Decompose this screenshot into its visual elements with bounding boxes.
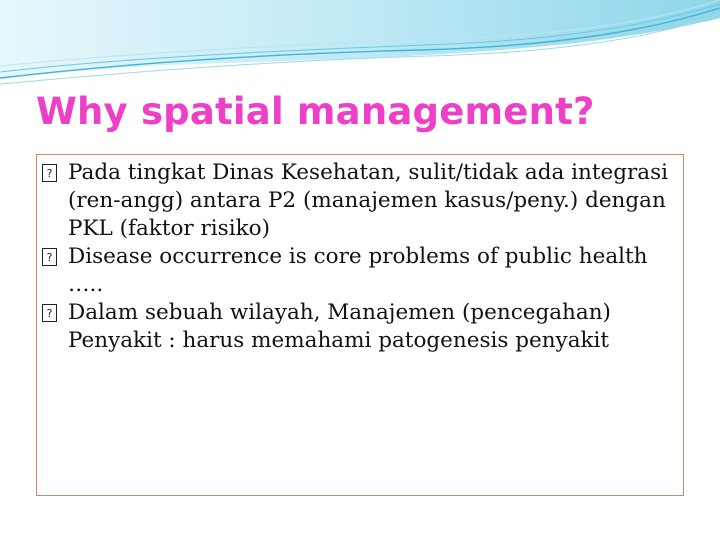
- missing-glyph-box-icon: ?: [42, 304, 57, 322]
- slide-title: Why spatial management?: [36, 90, 595, 133]
- bullet-item: [41, 159, 675, 243]
- decorative-wave-header: [0, 0, 720, 90]
- wave-fill: [0, 0, 720, 80]
- content-box: [36, 154, 684, 496]
- bullet-text: Dalam sebuah wilayah, Manajemen (pencegahan) Penyakit : harus memahami patogenesis penyakit: [68, 300, 611, 353]
- bullet-item: [41, 243, 675, 299]
- bullet-text: Disease occurrence is core problems of public health …..: [68, 244, 648, 297]
- missing-glyph-box-icon: ?: [42, 248, 57, 266]
- missing-glyph-box-icon: ?: [42, 164, 57, 182]
- bullet-list: [41, 159, 675, 355]
- bullet-text: Pada tingkat Dinas Kesehatan, sulit/tidak ada integrasi (ren-angg) antara P2 (manajemen kasus/peny.) dengan PKL (faktor risiko): [68, 160, 668, 241]
- bullet-item: [41, 299, 675, 355]
